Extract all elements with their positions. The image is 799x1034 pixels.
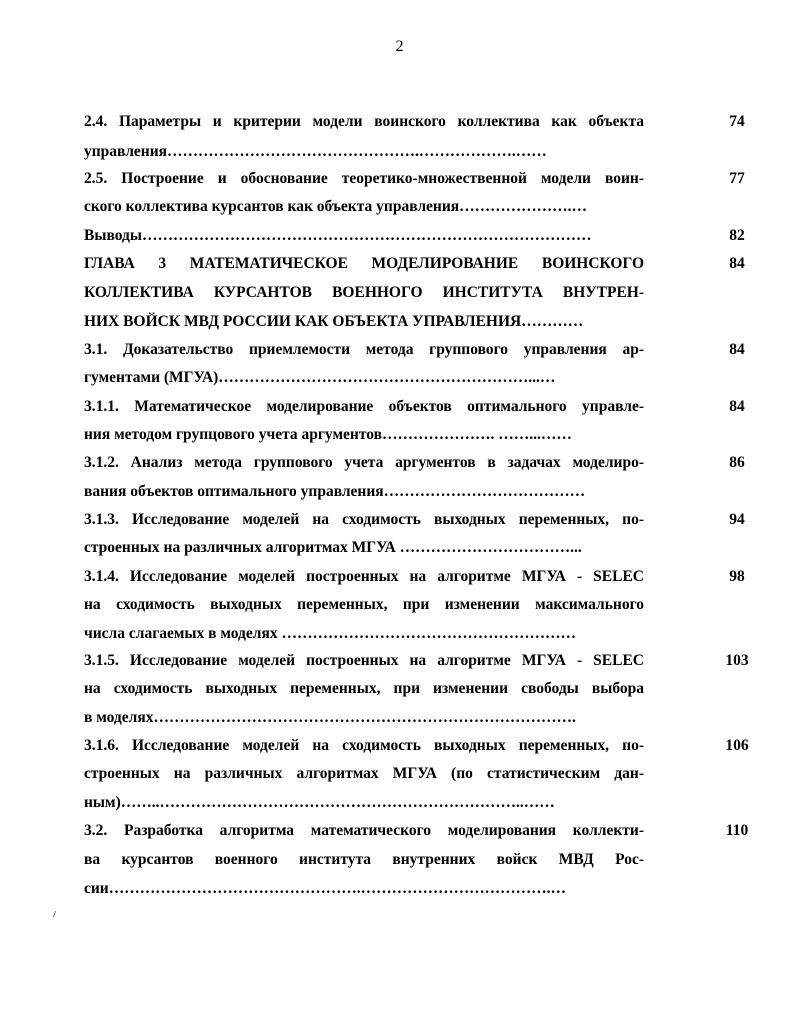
toc-entry-line: НИХ ВОЙСК МВД РОССИИ КАК ОБЪЕКТА УПРАВЛЕНИЯ………… — [84, 313, 584, 330]
toc-entry-line: 3.1. Доказательство приемлемости метода группового управления ар- — [84, 341, 644, 358]
toc-entry-line: Выводы…………………………………………………………………………… — [84, 227, 592, 244]
toc-page-number: 84 — [729, 255, 745, 272]
toc-entry-line: на сходимость выходных переменных, при изменении свободы выбора — [84, 680, 644, 697]
toc-entry-line: ГЛАВА 3 МАТЕМАТИЧЕСКОЕ МОДЕЛИРОВАНИЕ ВОИНСКОГО — [84, 255, 644, 272]
toc-entry-line: сии………………………………………….……………………………….… — [84, 880, 566, 897]
toc-entry-line: 3.1.2. Анализ метода группового учета аргументов в задачах моделиро- — [84, 454, 644, 471]
toc-entry-line: 3.1.6. Исследование моделей на сходимость выходных переменных, по- — [84, 737, 644, 754]
toc-entry-line: на сходимость выходных переменных, при изменении максимального — [84, 596, 644, 613]
toc-page-number: 106 — [725, 737, 749, 754]
toc-entry-line: 3.1.4. Исследование моделей построенных на алгоритме МГУА - SELEC — [84, 568, 644, 585]
toc-entry-line: строенных на различных алгоритмах МГУА (по статистическим дан- — [84, 765, 644, 782]
toc-page-number: 77 — [729, 170, 745, 187]
toc-page-number: 103 — [725, 652, 749, 669]
toc-page-number: 82 — [729, 227, 745, 244]
toc-entry-line: строенных на различных алгоритмах МГУА ……………………………... — [84, 539, 582, 556]
toc-page-number: 84 — [729, 341, 745, 358]
toc-entry-line: числа слагаемых в моделях ………………………………………………… — [84, 625, 576, 642]
toc-entry-line: ния методом групцового учета аргументов…………………. ……...…… — [84, 426, 572, 443]
toc-entry-line: гументами (МГУА)……………………………………………………...… — [84, 369, 556, 386]
toc-entry-line: 2.5. Построение и обоснование теоретико-множественной модели воин- — [84, 170, 644, 187]
toc-entry-line: 3.1.5. Исследование моделей построенных на алгоритме МГУА - SELEC — [84, 652, 644, 669]
toc-entry-line: ным)……..……………………………………………………………..…… — [84, 794, 555, 811]
toc-page-number: 74 — [729, 113, 745, 130]
toc-page-number: 94 — [729, 511, 745, 528]
toc-entry-line: ва курсантов военного института внутренних войск МВД Рос- — [84, 851, 644, 868]
toc-page-number: 84 — [729, 398, 745, 415]
toc-entry-line: 3.1.3. Исследование моделей на сходимость выходных переменных, по- — [84, 511, 644, 528]
toc-page-number: 98 — [729, 568, 745, 585]
toc-entry-line: КОЛЛЕКТИВА КУРСАНТОВ ВОЕННОГО ИНСТИТУТА ВНУТРЕН- — [84, 284, 644, 301]
toc-entry-line: в моделях………………………………………………………………………. — [84, 709, 576, 726]
toc-entry-line: ского коллектива курсантов как объекта управления………………….… — [84, 198, 588, 215]
toc-page-number: 86 — [729, 454, 745, 471]
toc-entry-line: 2.4. Параметры и критерии модели воинского коллектива как объекта — [84, 113, 644, 130]
toc-entry-line: 3.2. Разработка алгоритма математического моделирования коллекти- — [84, 822, 644, 839]
page-number: 2 — [395, 38, 404, 55]
toc-page-number: 110 — [725, 822, 749, 839]
toc-entry-line: управления………………………………………….……………….…… — [84, 143, 547, 160]
toc-entry-line: вания объектов оптимального управления………………………………… — [84, 483, 586, 500]
toc-entry-line: 3.1.1. Математическое моделирование объектов оптимального управле- — [84, 398, 644, 415]
